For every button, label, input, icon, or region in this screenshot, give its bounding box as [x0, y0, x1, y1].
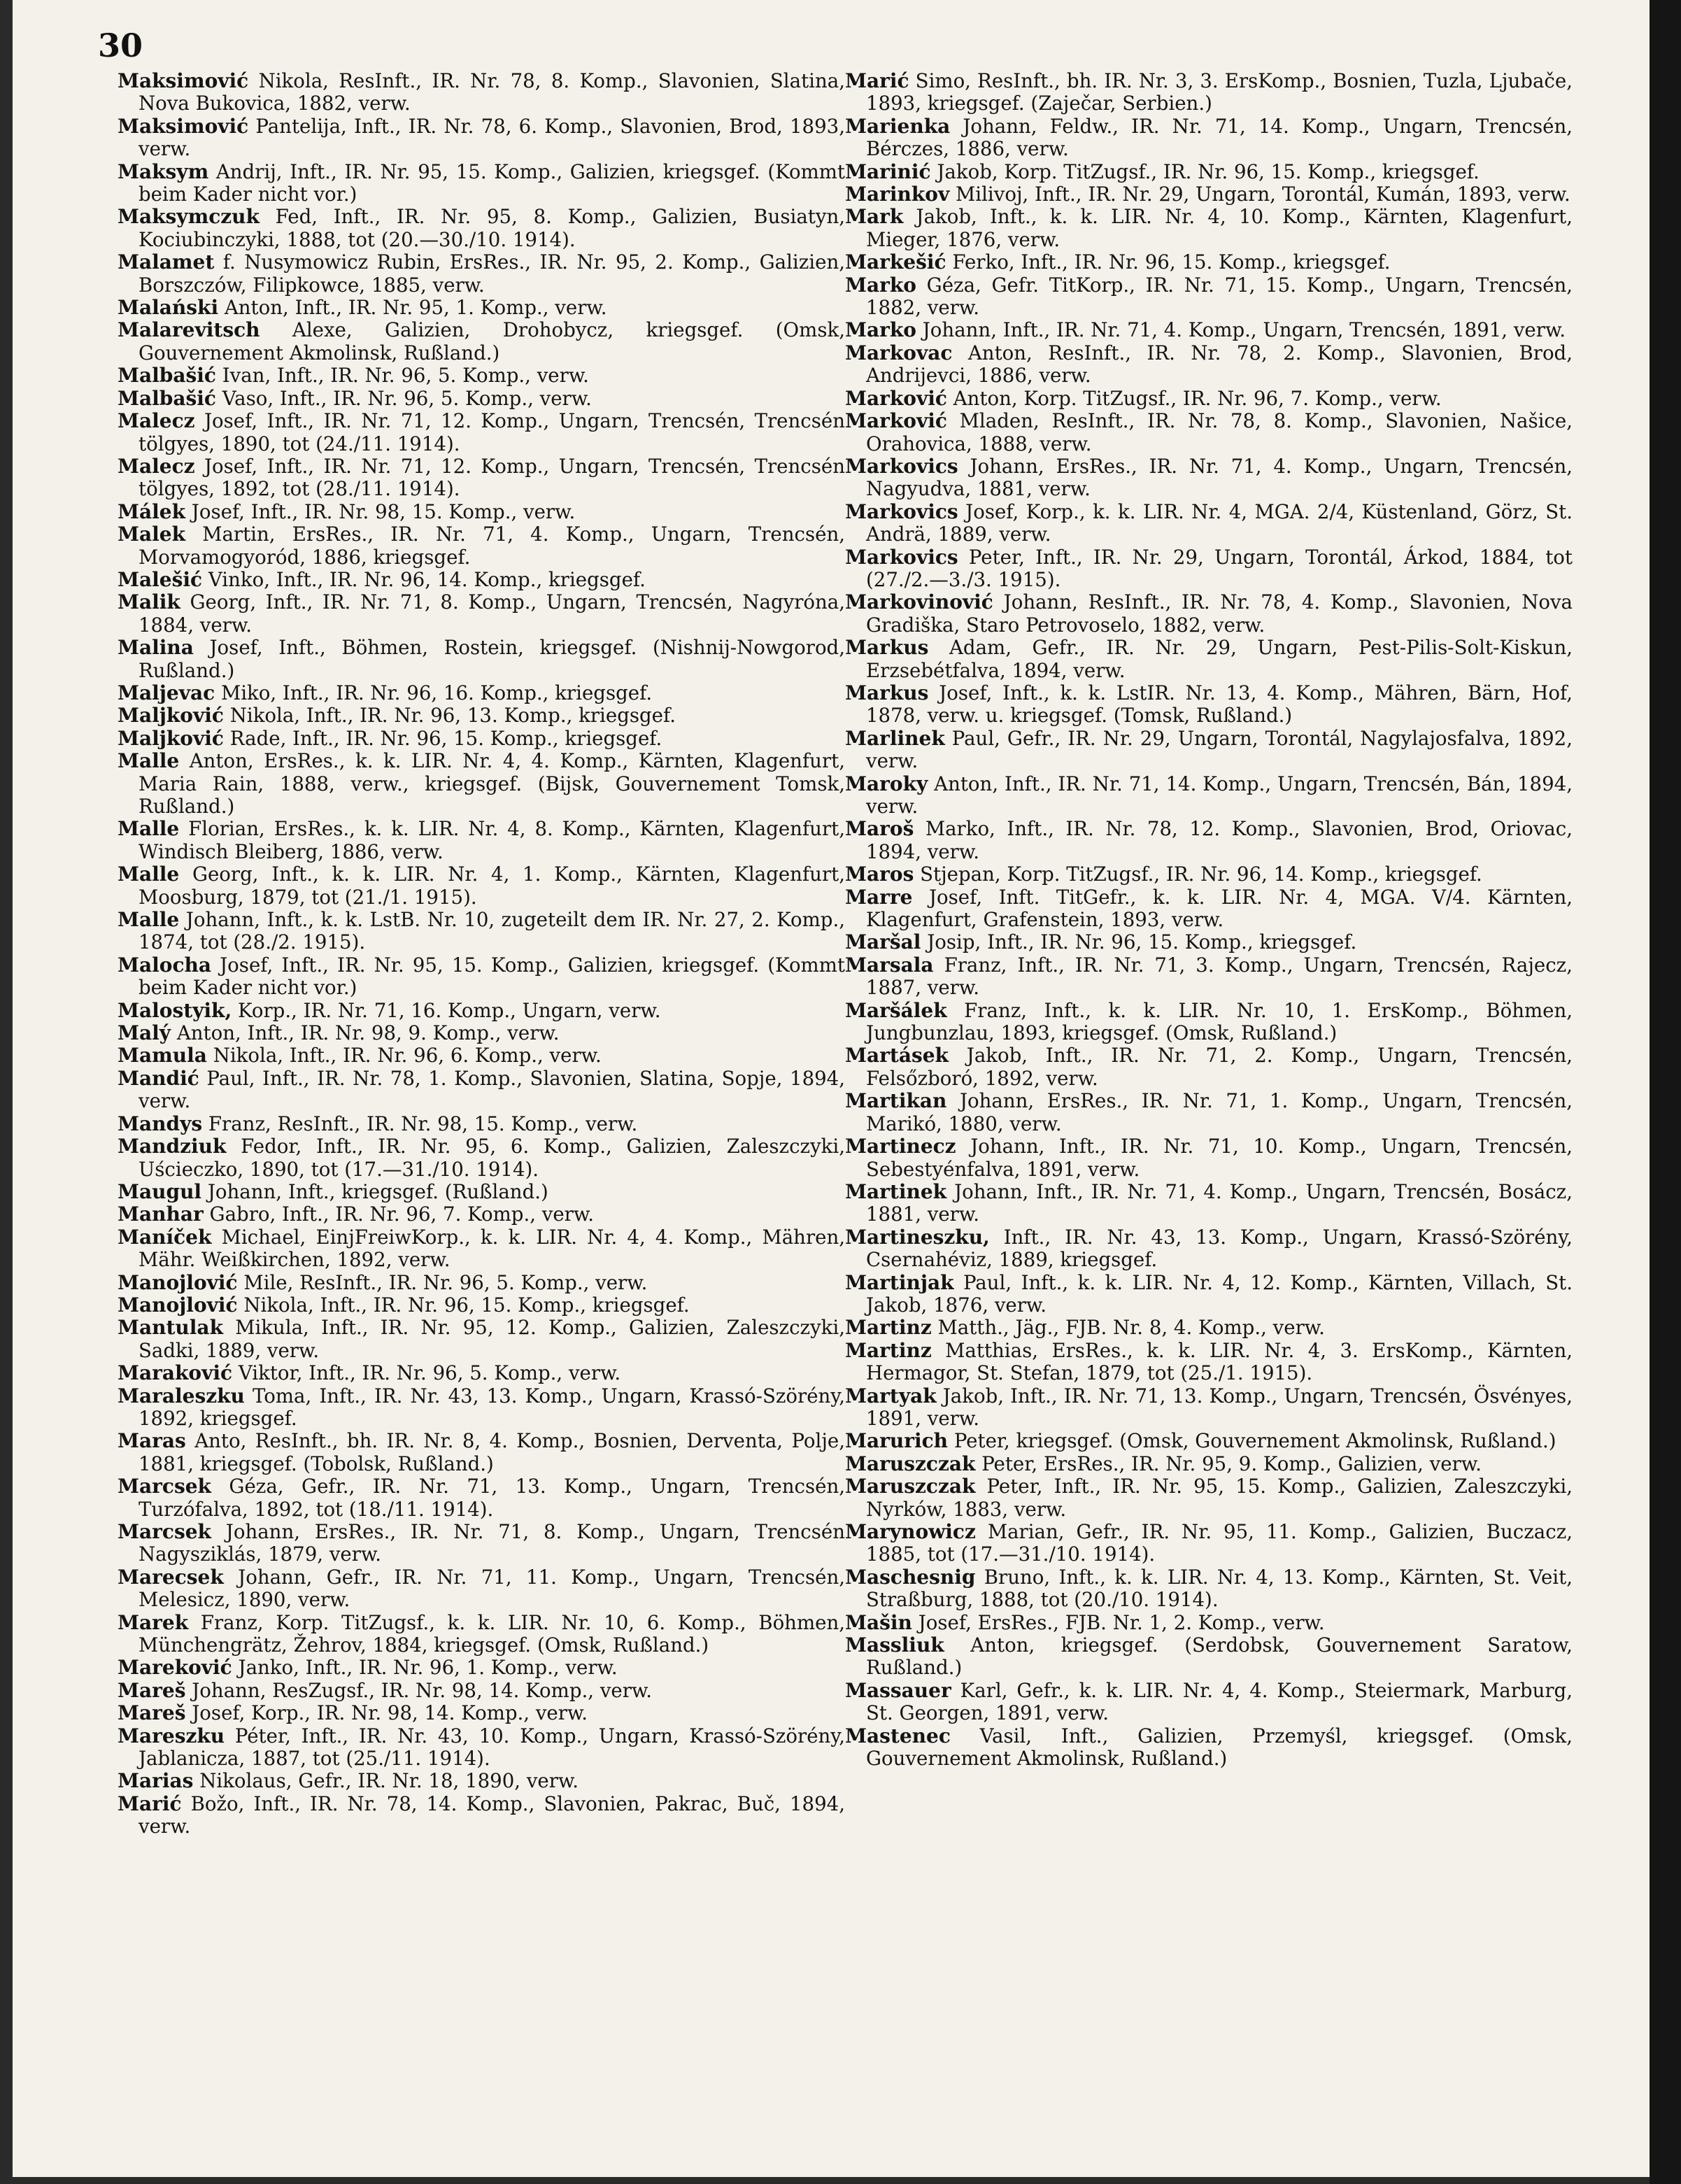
entry-details: Mile, ResInft., IR. Nr. 96, 5. Komp., verw. — [243, 1270, 648, 1294]
entry-details: Jakob, Inft., IR. Nr. 71, 2. Komp., Ungarn, Trencsén, Felsőzboró, 1892, verw. — [866, 1044, 1573, 1090]
list-item — [845, 1430, 1573, 1452]
list-item — [845, 501, 1573, 546]
entry-details: Josef, Inft. TitGefr., k. k. LIR. Nr. 4, MGA. V/4. Kärnten, Klagenfurt, Grafenstein, 1893, verw. — [866, 885, 1573, 932]
entry-surname: Mandys — [118, 1112, 203, 1135]
entry-details: Géza, Gefr. TitKorp., IR. Nr. 71, 15. Komp., Ungarn, Trencsén, 1882, verw. — [866, 273, 1573, 320]
entry-details: Andrij, Inft., IR. Nr. 95, 15. Komp., Galizien, kriegsgef. (Kommt beim Kader nicht vor.) — [139, 159, 845, 206]
entry-details: Michael, EinjFreiwKorp., k. k. LIR. Nr. 4, 4. Komp., Mähren, Mähr. Weißkirchen, 1892, verw. — [139, 1225, 846, 1272]
list-item — [118, 251, 845, 297]
list-item — [845, 1612, 1573, 1634]
list-item — [845, 1226, 1573, 1272]
list-item — [845, 319, 1573, 341]
list-item — [845, 251, 1573, 274]
entry-surname: Mareszku — [118, 1724, 225, 1747]
list-item — [845, 886, 1573, 932]
entry-surname: Marcsek — [118, 1520, 211, 1543]
entry-details: Stjepan, Korp. TitZugsf., IR. Nr. 96, 14. Komp., kriegsgef. — [920, 863, 1482, 886]
entry-surname: Marić — [845, 69, 909, 92]
entry-surname: Malecz — [118, 454, 195, 478]
list-item — [845, 682, 1573, 728]
entry-details: Josef, ErsRes., FJB. Nr. 1, 2. Komp., verw. — [918, 1610, 1325, 1634]
entry-details: Nikola, Inft., IR. Nr. 96, 13. Komp., kriegsgef. — [229, 704, 676, 728]
entry-details: Johann, Inft., kriegsgef. (Rußland.) — [207, 1179, 548, 1203]
list-item — [118, 1475, 845, 1521]
entry-details: Johann, Inft., IR. Nr. 71, 4. Komp., Ungarn, Trencsén, Bosácz, 1881, verw. — [866, 1179, 1573, 1226]
entry-surname: Mastenec — [845, 1724, 951, 1747]
entry-surname: Malek — [118, 523, 185, 546]
entry-surname: Maršálek — [845, 998, 947, 1022]
list-item — [845, 954, 1573, 1000]
list-item — [845, 1000, 1573, 1045]
entry-surname: Maruszczak — [845, 1452, 976, 1475]
list-item — [118, 1113, 845, 1135]
entry-surname: Markovinović — [845, 590, 993, 614]
entry-surname: Markovics — [845, 499, 958, 523]
entry-surname: Marković — [845, 386, 947, 410]
entry-details: Anto, ResInft., bh. IR. Nr. 8, 4. Komp., Bosnien, Derventa, Polje, 1881, kriegsgef. (Tobolsk, Rußland.) — [139, 1429, 845, 1475]
entry-surname: Malik — [118, 590, 180, 614]
entry-surname: Markovics — [845, 454, 958, 478]
list-item — [118, 388, 845, 410]
list-item — [118, 750, 845, 818]
entry-details: Josef, Inft., IR. Nr. 98, 15. Komp., verw. — [191, 499, 576, 523]
entry-surname: Marurich — [845, 1429, 949, 1453]
list-item — [118, 1657, 845, 1679]
entry-surname: Manojlović — [118, 1293, 238, 1317]
entry-surname: Marko — [845, 273, 916, 297]
entry-surname: Malostyik, — [118, 998, 232, 1022]
entry-surname: Maroky — [845, 772, 928, 795]
entry-surname: Martinz — [845, 1338, 932, 1362]
entry-details: Vasil, Inft., Galizien, Przemyśl, kriegsgef. (Omsk, Gouvernement Akmolinsk, Rußland.) — [866, 1724, 1573, 1771]
entry-details: Florian, ErsRes., k. k. LIR. Nr. 4, 8. Komp., Kärnten, Klagenfurt, Windisch Bleiberg, 1886, verw. — [139, 817, 845, 863]
entry-details: Franz, Inft., IR. Nr. 71, 3. Komp., Ungarn, Trencsén, Rajecz, 1887, verw. — [866, 953, 1573, 1000]
list-item — [118, 682, 845, 704]
entry-surname: Maros — [845, 863, 914, 886]
entry-details: Nikola, Inft., IR. Nr. 96, 6. Komp., verw. — [213, 1044, 602, 1068]
entry-details: Fedor, Inft., IR. Nr. 95, 6. Komp., Galizien, Zaleszczyki, Uścieczko, 1890, tot (17.—31./10. 1914). — [139, 1135, 845, 1181]
entry-details: Viktor, Inft., IR. Nr. 96, 5. Komp., verw. — [238, 1361, 621, 1385]
entry-surname: Marko — [845, 318, 916, 342]
entry-details: Korp., IR. Nr. 71, 16. Komp., Ungarn, verw. — [237, 998, 661, 1022]
left-column — [118, 70, 845, 1838]
list-item — [845, 818, 1573, 863]
entry-details: Ivan, Inft., IR. Nr. 96, 5. Komp., verw. — [222, 364, 589, 388]
list-item — [845, 183, 1573, 206]
list-item — [845, 1566, 1573, 1612]
entry-details: Georg, Inft., k. k. LIR. Nr. 4, 1. Komp., Kärnten, Klagenfurt, Moosburg, 1879, tot (21./1. 1915). — [139, 863, 845, 909]
entry-details: Josef, Korp., k. k. LIR. Nr. 4, MGA. 2/4, Küstenland, Görz, St. Andrä, 1889, verw. — [866, 499, 1573, 546]
entry-surname: Marek — [118, 1610, 189, 1634]
entry-details: Vinko, Inft., IR. Nr. 96, 14. Komp., kriegsgef. — [208, 567, 646, 591]
entry-details: Toma, Inft., IR. Nr. 43, 13. Komp., Ungarn, Krassó-Szörény, 1892, kriegsgef. — [139, 1384, 845, 1430]
entry-details: Anton, Inft., IR. Nr. 71, 14. Komp., Ungarn, Trencsén, Bán, 1894, verw. — [866, 772, 1573, 818]
list-item — [118, 1566, 845, 1612]
entry-surname: Markus — [845, 681, 929, 704]
entry-details: Peter, kriegsgef. (Omsk, Gouvernement Akmolinsk, Rußland.) — [953, 1429, 1556, 1453]
entry-surname: Martinz — [845, 1316, 932, 1340]
list-item — [118, 1226, 845, 1272]
list-item — [845, 863, 1573, 886]
list-item — [118, 1044, 845, 1067]
entry-surname: Maraković — [118, 1361, 233, 1385]
entry-details: Johann, ResInft., IR. Nr. 78, 4. Komp., Slavonien, Nova Gradiška, Staro Petrovoselo, 1882, verw. — [866, 590, 1573, 637]
entry-details: Johann, ErsRes., IR. Nr. 71, 4. Komp., Ungarn, Trencsén, Nagyudva, 1881, verw. — [866, 454, 1573, 501]
list-item — [118, 1521, 845, 1566]
entry-surname: Malecz — [118, 409, 195, 433]
list-item — [118, 70, 845, 115]
list-item — [118, 115, 845, 161]
list-item — [845, 1044, 1573, 1090]
list-item — [845, 1725, 1573, 1771]
entry-details: Mikula, Inft., IR. Nr. 95, 12. Komp., Galizien, Zaleszczyki, Sadki, 1889, verw. — [139, 1316, 845, 1362]
entry-surname: Marinić — [845, 159, 931, 183]
entry-details: Marian, Gefr., IR. Nr. 95, 11. Komp., Galizien, Buczacz, 1885, tot (17.—31./10. 1914). — [866, 1520, 1573, 1566]
list-item — [118, 297, 845, 319]
entry-surname: Maljković — [118, 704, 224, 728]
list-item — [118, 319, 845, 364]
entry-details: Anton, Inft., IR. Nr. 95, 1. Komp., verw. — [224, 296, 607, 320]
entry-details: Martin, ErsRes., IR. Nr. 71, 4. Komp., Ungarn, Trencsén, Morvamogyoród, 1886, kriegsgef. — [139, 523, 845, 569]
entry-surname: Malle — [118, 817, 180, 841]
entry-surname: Martásek — [845, 1044, 949, 1068]
entry-surname: Mareš — [118, 1701, 186, 1725]
entry-details: Johann, ResZugsf., IR. Nr. 98, 14. Komp., verw. — [192, 1678, 653, 1702]
entry-details: Vaso, Inft., IR. Nr. 96, 5. Komp., verw. — [222, 386, 592, 410]
list-item — [118, 818, 845, 863]
entry-details: Simo, ResInft., bh. IR. Nr. 3, 3. ErsKomp., Bosnien, Tuzla, Ljubače, 1893, kriegsgef. (Zaječar, Serbien.) — [866, 69, 1573, 115]
entry-surname: Maksym — [118, 159, 209, 183]
list-item — [118, 1430, 845, 1475]
entry-surname: Mareković — [118, 1656, 232, 1680]
entry-surname: Malbašić — [118, 364, 216, 388]
entry-details: Josef, Inft., IR. Nr. 71, 12. Komp., Ungarn, Trencsén, Trencsén tölgyes, 1892, tot (28./11. 1914). — [139, 454, 845, 501]
entry-surname: Marlinek — [845, 726, 945, 750]
entry-details: Bruno, Inft., k. k. LIR. Nr. 4, 13. Komp., Kärnten, St. Veit, Straßburg, 1888, tot (20./10. 1914). — [866, 1565, 1573, 1612]
entry-surname: Maschesnig — [845, 1565, 976, 1589]
entry-details: Pantelija, Inft., IR. Nr. 78, 6. Komp., Slavonien, Brod, 1893, verw. — [139, 114, 845, 161]
entry-details: Inft., IR. Nr. 43, 13. Komp., Ungarn, Krassó-Szörény, Csernahéviz, 1889, kriegsgef. — [866, 1225, 1573, 1272]
entry-surname: Malý — [118, 1021, 171, 1045]
entry-details: Nikolaus, Gefr., IR. Nr. 18, 1890, verw. — [199, 1769, 579, 1793]
list-item — [845, 206, 1573, 251]
entry-details: Paul, Inft., IR. Nr. 78, 1. Komp., Slavonien, Slatina, Sopje, 1894, verw. — [139, 1066, 846, 1113]
entry-details: Jakob, Inft., IR. Nr. 71, 13. Komp., Ungarn, Trencsén, Ösvényes, 1891, verw. — [866, 1384, 1573, 1430]
list-item — [845, 637, 1573, 682]
entry-surname: Mamula — [118, 1044, 207, 1068]
entry-surname: Maksimović — [118, 69, 249, 92]
entry-details: Paul, Inft., k. k. LIR. Nr. 4, 12. Komp., Kärnten, Villach, St. Jakob, 1876, verw. — [866, 1270, 1573, 1317]
list-item — [118, 591, 845, 637]
right-column — [845, 70, 1573, 1770]
entry-details: Josef, Inft., k. k. LstIR. Nr. 13, 4. Komp., Mähren, Bärn, Hof, 1878, verw. u. kriegsgef. (Tomsk, Rußland.) — [866, 681, 1573, 728]
entry-surname: Marynowicz — [845, 1520, 976, 1543]
entry-surname: Markovics — [845, 545, 958, 569]
entry-surname: Maroš — [845, 817, 914, 841]
entry-details: Johann, Feldw., IR. Nr. 71, 14. Komp., Ungarn, Trencsén, Bérczes, 1886, verw. — [866, 114, 1573, 161]
entry-details: Adam, Gefr., IR. Nr. 29, Ungarn, Pest-Pilis-Solt-Kiskun, Erzsebétfalva, 1894, verw. — [866, 636, 1573, 682]
list-item — [118, 1680, 845, 1702]
entry-surname: Martinek — [845, 1179, 947, 1203]
entry-details: Mladen, ResInft., IR. Nr. 78, 8. Komp., Slavonien, Našice, Orahovica, 1888, verw. — [866, 409, 1573, 455]
entry-surname: Malle — [118, 863, 180, 886]
entry-details: Peter, Inft., IR. Nr. 29, Ungarn, Torontál, Árkod, 1884, tot (27./2.—3./3. 1915). — [866, 545, 1573, 591]
list-item — [845, 591, 1573, 637]
entry-surname: Maras — [118, 1429, 186, 1453]
entry-surname: Manojlović — [118, 1270, 238, 1294]
entry-surname: Malle — [118, 749, 180, 773]
entry-surname: Marcsek — [118, 1475, 211, 1498]
list-item — [118, 1362, 845, 1384]
entry-details: Marko, Inft., IR. Nr. 78, 12. Komp., Slavonien, Brod, Oriovac, 1894, verw. — [866, 817, 1573, 863]
entry-details: Jakob, Inft., k. k. LIR. Nr. 4, 10. Komp., Kärnten, Klagenfurt, Mieger, 1876, verw. — [866, 205, 1573, 251]
list-item — [118, 161, 845, 206]
entry-surname: Malocha — [118, 953, 211, 977]
list-item — [118, 364, 845, 387]
entry-surname: Martineszku, — [845, 1225, 990, 1249]
entry-surname: Málek — [118, 499, 185, 523]
list-item — [845, 1385, 1573, 1431]
entry-surname: Maníček — [118, 1225, 212, 1249]
entry-details: Matth., Jäg., FJB. Nr. 8, 4. Komp., verw. — [937, 1316, 1325, 1340]
entry-details: Josip, Inft., IR. Nr. 96, 15. Komp., kriegsgef. — [927, 930, 1357, 954]
entry-surname: Mareš — [118, 1678, 186, 1702]
entry-surname: Mantulak — [118, 1316, 223, 1340]
list-item — [845, 115, 1573, 161]
list-item — [845, 70, 1573, 115]
entry-surname: Maksymczuk — [118, 205, 260, 229]
entry-surname: Maksimović — [118, 114, 249, 138]
entry-details: Géza, Gefr., IR. Nr. 71, 13. Komp., Ungarn, Trencsén, Turzófalva, 1892, tot (18./11. 1914). — [139, 1475, 845, 1521]
entry-details: f. Nusymowicz Rubin, ErsRes., IR. Nr. 95, 2. Komp., Galizien, Borszczów, Filipkowce, 1885, verw. — [139, 250, 845, 297]
entry-details: Ferko, Inft., IR. Nr. 96, 15. Komp., kriegsgef. — [952, 250, 1391, 274]
list-item — [845, 728, 1573, 773]
entry-details: Johann, Inft., IR. Nr. 71, 4. Komp., Ungarn, Trencsén, 1891, verw. — [922, 318, 1566, 342]
list-item — [845, 1272, 1573, 1317]
list-item — [845, 1090, 1573, 1135]
entry-details: Anton, ResInft., IR. Nr. 78, 2. Komp., Slavonien, Brod, Andrijevci, 1886, verw. — [866, 341, 1573, 388]
entry-details: Franz, Inft., k. k. LIR. Nr. 10, 1. ErsKomp., Böhmen, Jungbunzlau, 1893, kriegsgef. (Omsk, Rußland.) — [866, 998, 1573, 1045]
entry-surname: Marienka — [845, 114, 951, 138]
list-item — [118, 1203, 845, 1226]
entry-details: Anton, kriegsgef. (Serdobsk, Gouvernement Saratow, Rußland.) — [866, 1633, 1573, 1680]
list-item — [845, 161, 1573, 183]
list-item — [118, 501, 845, 523]
list-item — [118, 704, 845, 727]
entry-details: Miko, Inft., IR. Nr. 96, 16. Komp., kriegsgef. — [220, 681, 653, 704]
list-item — [118, 410, 845, 455]
entry-surname: Maljevac — [118, 681, 215, 704]
list-item — [118, 455, 845, 501]
list-item — [845, 773, 1573, 818]
entry-details: Nikola, Inft., IR. Nr. 96, 15. Komp., kriegsgef. — [243, 1293, 690, 1317]
list-item — [118, 909, 845, 954]
entry-details: Josef, Inft., IR. Nr. 95, 15. Komp., Galizien, kriegsgef. (Kommt beim Kader nicht vor.) — [139, 953, 845, 1000]
entry-surname: Maljković — [118, 726, 224, 750]
entry-details: Fed, Inft., IR. Nr. 95, 8. Komp., Galizien, Busiatyn, Kociubinczyki, 1888, tot (20.—30./10. 1914). — [139, 205, 846, 251]
list-item — [118, 1000, 845, 1022]
page-number: 30 — [98, 27, 143, 64]
entry-details: Johann, Gefr., IR. Nr. 71, 11. Komp., Ungarn, Trencsén, Melesicz, 1890, verw. — [139, 1565, 846, 1612]
book-edge — [1650, 0, 1681, 2184]
entry-surname: Martyak — [845, 1384, 937, 1407]
entry-details: Johann, Inft., k. k. LstB. Nr. 10, zugeteilt dem IR. Nr. 27, 2. Komp., 1874, tot (28./2. 1915). — [139, 908, 845, 954]
entry-surname: Maugul — [118, 1179, 202, 1203]
entry-surname: Martinecz — [845, 1135, 956, 1158]
list-item — [118, 1385, 845, 1431]
list-item — [845, 1680, 1573, 1725]
entry-details: Alexe, Galizien, Drohobycz, kriegsgef. (Omsk, Gouvernement Akmolinsk, Rußland.) — [139, 318, 845, 364]
entry-details: Johann, ErsRes., IR. Nr. 71, 1. Komp., Ungarn, Trencsén, Marikó, 1880, verw. — [866, 1089, 1573, 1135]
list-item — [118, 637, 845, 682]
entry-surname: Marinkov — [845, 183, 950, 206]
entry-surname: Malle — [118, 908, 180, 932]
entry-details: Jakob, Korp. TitZugsf., IR. Nr. 96, 15. Komp., kriegsgef. — [937, 159, 1480, 183]
entry-details: Milivoj, Inft., IR. Nr. 29, Ungarn, Torontál, Kumán, 1893, verw. — [956, 183, 1570, 206]
entry-surname: Martikan — [845, 1089, 947, 1113]
entry-details: Nikola, ResInft., IR. Nr. 78, 8. Komp., Slavonien, Slatina, Nova Bukovica, 1882, verw. — [139, 69, 845, 115]
entry-surname: Mandić — [118, 1066, 199, 1090]
list-item — [845, 1317, 1573, 1339]
list-item — [118, 1793, 845, 1838]
list-item — [845, 455, 1573, 501]
entry-details: Josef, Korp., IR. Nr. 98, 14. Komp., verw. — [192, 1701, 588, 1725]
entry-surname: Manhar — [118, 1203, 204, 1226]
list-item — [118, 1294, 845, 1317]
entry-details: Janko, Inft., IR. Nr. 96, 1. Komp., verw. — [238, 1656, 618, 1680]
entry-details: Gabro, Inft., IR. Nr. 96, 7. Komp., verw. — [209, 1203, 594, 1226]
entry-surname: Massliuk — [845, 1633, 944, 1657]
list-item — [118, 1612, 845, 1657]
entry-surname: Malina — [118, 636, 194, 660]
list-item — [118, 1770, 845, 1792]
entry-surname: Malešić — [118, 567, 203, 591]
entry-surname: Markovac — [845, 341, 953, 364]
entry-surname: Mašin — [845, 1610, 912, 1634]
entry-surname: Maruszczak — [845, 1475, 976, 1498]
list-item — [118, 863, 845, 909]
list-item — [118, 1135, 845, 1181]
entry-surname: Marre — [845, 885, 913, 909]
list-item — [845, 388, 1573, 410]
entry-details: Anton, ErsRes., k. k. LIR. Nr. 4, 4. Komp., Kärnten, Klagenfurt, Maria Rain, 1888, verw., kriegsgef. (Bijsk, Gouvernement Tomsk, Rußland.) — [139, 749, 845, 818]
entry-details: Anton, Korp. TitZugsf., IR. Nr. 96, 7. Komp., verw. — [953, 386, 1442, 410]
entry-details: Johann, ErsRes., IR. Nr. 71, 8. Komp., Ungarn, Trencsén Nagysziklás, 1879, verw. — [139, 1520, 845, 1566]
entry-details: Peter, ErsRes., IR. Nr. 95, 9. Komp., Galizien, verw. — [981, 1452, 1482, 1475]
list-item — [118, 523, 845, 569]
list-item — [118, 1272, 845, 1294]
list-item — [118, 954, 845, 1000]
list-item — [845, 1340, 1573, 1385]
list-item — [118, 728, 845, 750]
list-item — [845, 1634, 1573, 1680]
list-item — [845, 1181, 1573, 1226]
entry-surname: Maršal — [845, 930, 921, 954]
list-item — [118, 1702, 845, 1724]
list-item — [845, 931, 1573, 953]
entry-details: Paul, Gefr., IR. Nr. 29, Ungarn, Torontál, Nagylajosfalva, 1892, verw. — [866, 726, 1573, 773]
list-item — [845, 546, 1573, 592]
entry-details: Matthias, ErsRes., k. k. LIR. Nr. 4, 3. ErsKomp., Kärnten, Hermagor, St. Stefan, 1879, tot (25./1. 1915). — [866, 1338, 1573, 1385]
entry-details: Franz, ResInft., IR. Nr. 98, 15. Komp., verw. — [208, 1112, 638, 1135]
list-item — [118, 1725, 845, 1771]
list-item — [118, 206, 845, 251]
entry-surname: Marković — [845, 409, 947, 433]
list-item — [845, 1475, 1573, 1521]
list-item — [845, 1521, 1573, 1566]
list-item — [845, 1135, 1573, 1181]
scanned-page — [13, 0, 1650, 2177]
entry-details: Božo, Inft., IR. Nr. 78, 14. Komp., Slavonien, Pakrac, Buč, 1894, verw. — [139, 1792, 845, 1838]
entry-surname: Mandziuk — [118, 1135, 227, 1158]
entry-details: Georg, Inft., IR. Nr. 71, 8. Komp., Ungarn, Trencsén, Nagyróna, 1884, verw. — [139, 590, 845, 637]
entry-surname: Mark — [845, 205, 904, 229]
entry-surname: Malański — [118, 296, 219, 320]
entry-surname: Marić — [118, 1792, 182, 1815]
list-item — [118, 1181, 845, 1203]
entry-details: Karl, Gefr., k. k. LIR. Nr. 4, 4. Komp., Steiermark, Marburg, St. Georgen, 1891, verw. — [866, 1678, 1573, 1725]
entry-surname: Maraleszku — [118, 1384, 245, 1407]
entry-surname: Martinjak — [845, 1270, 954, 1294]
entry-details: Péter, Inft., IR. Nr. 43, 10. Komp., Ungarn, Krassó-Szörény, Jablanicza, 1887, tot (25./11. 1914). — [139, 1724, 845, 1771]
entry-surname: Marsala — [845, 953, 934, 977]
entry-surname: Malamet — [118, 250, 215, 274]
list-item — [845, 274, 1573, 320]
entry-surname: Malbašić — [118, 386, 216, 410]
entry-surname: Massauer — [845, 1678, 951, 1702]
list-item — [845, 1453, 1573, 1475]
entry-surname: Malarevitsch — [118, 318, 260, 342]
entry-details: Franz, Korp. TitZugsf., k. k. LIR. Nr. 10, 6. Komp., Böhmen, Münchengrätz, Žehrov, 1884, kriegsgef. (Omsk, Rußland.) — [139, 1610, 845, 1657]
list-item — [845, 342, 1573, 388]
entry-surname: Marias — [118, 1769, 194, 1793]
list-item — [845, 410, 1573, 455]
entry-surname: Marecsek — [118, 1565, 224, 1589]
entry-details: Peter, Inft., IR. Nr. 95, 15. Komp., Galizien, Zaleszczyki, Nyrków, 1883, verw. — [866, 1475, 1573, 1521]
list-item — [118, 1317, 845, 1362]
list-item — [118, 569, 845, 591]
entry-details: Johann, Inft., IR. Nr. 71, 10. Komp., Ungarn, Trencsén, Sebestyénfalva, 1891, verw. — [866, 1135, 1573, 1181]
entry-details: Josef, Inft., IR. Nr. 71, 12. Komp., Ungarn, Trencsén, Trencsén tölgyes, 1890, tot (24./11. 1914). — [139, 409, 845, 455]
entry-details: Rade, Inft., IR. Nr. 96, 15. Komp., kriegsgef. — [229, 726, 662, 750]
list-item — [118, 1022, 845, 1044]
entry-details: Josef, Inft., Böhmen, Rostein, kriegsgef. (Nishnij-Nowgorod, Rußland.) — [139, 636, 845, 682]
entry-surname: Markešić — [845, 250, 946, 274]
entry-details: Anton, Inft., IR. Nr. 98, 9. Komp., verw. — [176, 1021, 560, 1045]
entry-surname: Markus — [845, 636, 929, 660]
list-item — [118, 1068, 845, 1113]
